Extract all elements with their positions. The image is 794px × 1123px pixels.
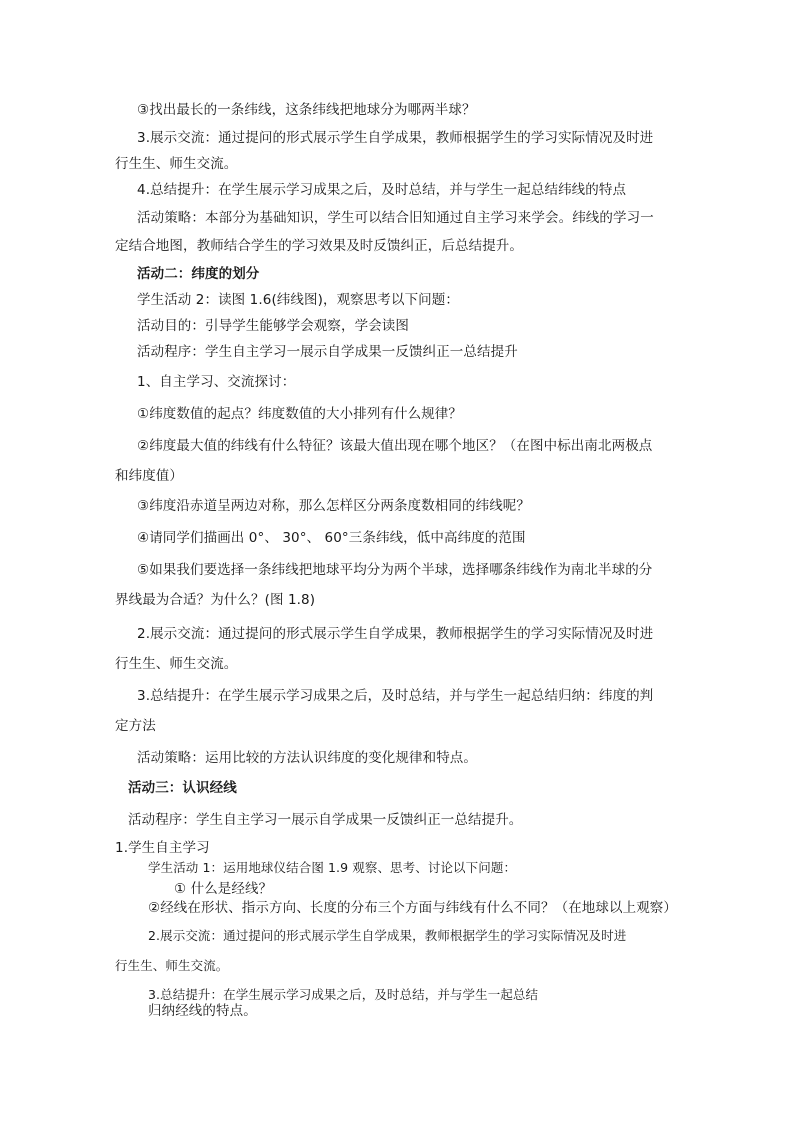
activity-two-purpose: 活动目的：引导学生能够学会观察，学会读图	[137, 318, 409, 334]
strategy-2: 活动策略：运用比较的方法认识纬度的变化规律和特点。	[137, 750, 477, 766]
step-show-exchange-2-cont: 行生生、师生交流。	[115, 656, 238, 672]
question-draw-lines: ④请同学们描画出 0°、 30°、 60°三条纬线，低中高纬度的范围	[137, 530, 526, 546]
step-summary-2-cont: 定方法	[115, 718, 156, 734]
question-latitude-start: ①纬度数值的起点？纬度数值的大小排列有什么规律？	[137, 406, 463, 422]
self-study-heading: 1、自主学习、交流探讨：	[137, 374, 296, 390]
step-show-exchange-2: 2.展示交流：通过提问的形式展示学生自学成果，教师根据学生的学习实际情况及时进	[137, 626, 654, 642]
step-show-exchange-1: 3.展示交流：通过提问的形式展示学生自学成果，教师根据学生的学习实际情况及时进	[137, 130, 654, 146]
step-show-exchange-3: 2.展示交流：通过提问的形式展示学生自学成果，教师根据学生的学习实际情况及时进	[148, 928, 627, 943]
step-summary-1: 4.总结提升：在学生展示学习成果之后，及时总结，并与学生一起总结纬线的特点	[137, 182, 627, 198]
question-max-latitude-cont: 和纬度值）	[115, 468, 183, 484]
step-summary-3: 3.总结提升：在学生展示学习成果之后，及时总结，并与学生一起总结	[148, 987, 539, 1002]
activity-three-heading: 活动三：认识经线	[128, 780, 237, 796]
step-summary-3-cont: 归纳经线的特点。	[148, 1003, 257, 1019]
self-study-step: 1.学生自主学习	[115, 840, 210, 856]
question-max-latitude: ②纬度最大值的纬线有什么特征？该最大值出现在哪个地区？（在图中标出南北两极点	[137, 438, 653, 454]
activity-two-procedure: 活动程序：学生自主学习一展示自学成果一反馈纠正一总结提升	[137, 344, 518, 360]
step-summary-2: 3.总结提升：在学生展示学习成果之后，及时总结，并与学生一起总结归纳：纬度的判	[137, 688, 654, 704]
question-what-is-meridian: ① 什么是经线？	[174, 881, 273, 897]
question-meridian-difference: ②经线在形状、指示方向、长度的分布三个方面与纬线有什么不同？（在地球以上观察）	[148, 900, 678, 916]
question-longest-latitude: ③找出最长的一条纬线，这条纬线把地球分为哪两半球？	[137, 102, 476, 118]
step-show-exchange-1-cont: 行生生、师生交流。	[115, 156, 238, 172]
question-divide-hemisphere: ⑤如果我们要选择一条纬线把地球平均分为两个半球，选择哪条纬线作为南北半球的分	[137, 562, 653, 578]
step-show-exchange-3-cont: 行生生、师生交流。	[115, 958, 229, 973]
question-symmetry: ③纬度沿赤道呈两边对称，那么怎样区分两条度数相同的纬线呢？	[137, 498, 531, 514]
activity-three-task: 学生活动 1：运用地球仪结合图 1.9 观察、思考、讨论以下问题：	[148, 860, 517, 875]
activity-three-procedure: 活动程序：学生自主学习一展示自学成果一反馈纠正一总结提升。	[128, 812, 523, 828]
question-divide-hemisphere-cont: 界线最为合适？为什么？(图 1.8)	[115, 592, 316, 608]
activity-two-heading: 活动二：纬度的划分	[137, 266, 260, 282]
strategy-1: 活动策略：本部分为基础知识，学生可以结合旧知通过自主学习来学会。纬线的学习一	[137, 210, 654, 226]
strategy-1-cont: 定结合地图，教师结合学生的学习效果及时反馈纠正，后总结提升。	[115, 238, 523, 254]
activity-two-task: 学生活动 2：读图 1.6(纬线图)，观察思考以下问题：	[137, 292, 459, 308]
